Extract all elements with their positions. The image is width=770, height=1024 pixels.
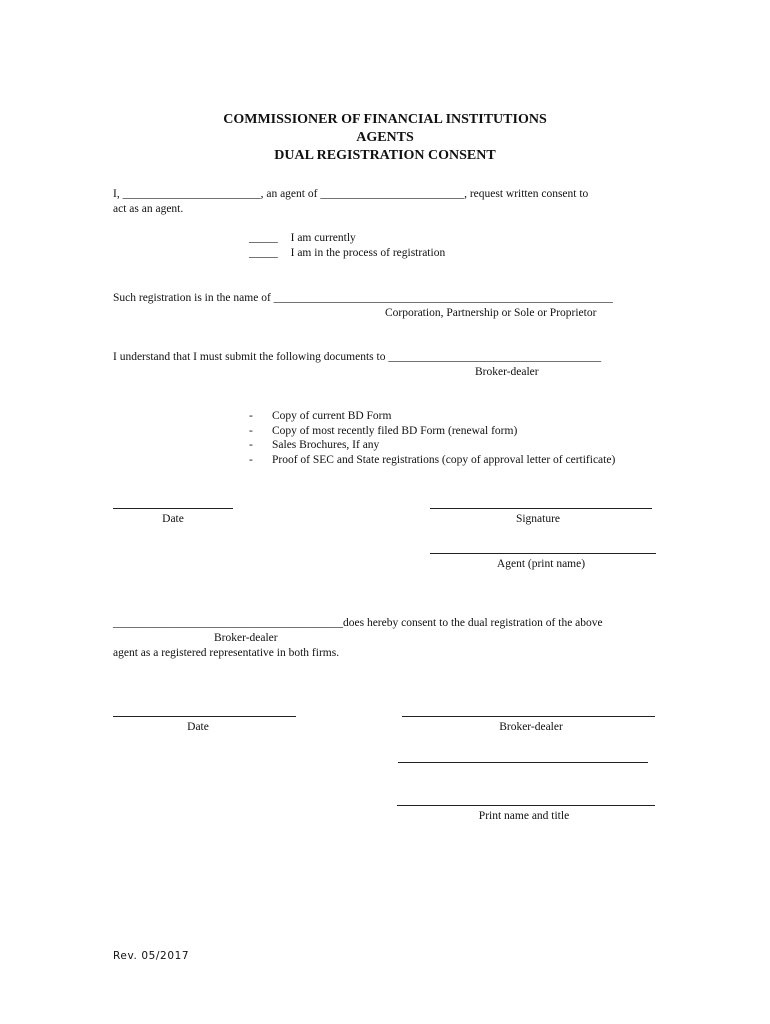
status-current-label: I am currently — [290, 232, 356, 244]
registration-name-line — [113, 291, 613, 306]
consent-broker-blank[interactable]: ________________________________________ — [113, 617, 343, 629]
agent-signature-line[interactable] — [430, 508, 652, 509]
document-item — [249, 409, 392, 424]
title-line-2: AGENTS — [356, 130, 414, 145]
documents-line — [113, 350, 601, 365]
consent-line-2: agent as a registered representative in both firms. — [113, 647, 340, 659]
status-option-in-process — [249, 246, 445, 261]
broker-print-name-label: Print name and title — [478, 810, 570, 822]
firm-name-blank[interactable]: _________________________ — [320, 188, 465, 200]
document-item — [249, 438, 380, 453]
request-line-2: act as an agent. — [113, 203, 184, 215]
document-item-text: Proof of SEC and State registrations (copy of approval letter of certificate) — [272, 454, 616, 466]
agent-date-label: Date — [162, 513, 184, 525]
documents-broker-blank[interactable]: _____________________________________ — [388, 351, 602, 363]
bullet-dash: - — [249, 425, 253, 437]
title-line-3: DUAL REGISTRATION CONSENT — [274, 148, 496, 163]
consent-caption: Broker-dealer — [214, 632, 278, 644]
consent-text: does hereby consent to the dual registration of the above — [343, 617, 603, 629]
registration-name-prefix: Such registration is in the name of — [113, 292, 271, 304]
status-option-current — [249, 231, 356, 246]
documents-prefix: I understand that I must submit the following documents to — [113, 351, 386, 363]
status-in-process-blank[interactable]: _____ — [249, 247, 278, 259]
document-item — [249, 453, 616, 468]
agent-print-name-label: Agent (print name) — [496, 558, 586, 570]
request-prefix: I, — [113, 188, 120, 200]
broker-date-label: Date — [187, 721, 209, 733]
broker-signature-line[interactable] — [398, 762, 648, 763]
broker-dealer-label: Broker-dealer — [499, 721, 563, 733]
agent-print-name-line[interactable] — [430, 553, 656, 554]
document-item — [249, 424, 518, 439]
bullet-dash: - — [249, 439, 253, 451]
request-suffix: , request written consent to — [464, 188, 589, 200]
document-item-text: Copy of current BD Form — [272, 410, 392, 422]
broker-print-name-line[interactable] — [397, 805, 655, 806]
documents-caption: Broker-dealer — [475, 366, 539, 378]
request-line-1 — [113, 187, 588, 202]
status-in-process-label: I am in the process of registration — [290, 247, 446, 259]
broker-dealer-line[interactable] — [402, 716, 655, 717]
bullet-dash: - — [249, 410, 253, 422]
broker-date-line[interactable] — [113, 716, 296, 717]
document-item-text: Copy of most recently filed BD Form (renewal form) — [272, 425, 518, 437]
bullet-dash: - — [249, 454, 253, 466]
agent-date-line[interactable] — [113, 508, 233, 509]
status-current-blank[interactable]: _____ — [249, 232, 278, 244]
title-line-1: COMMISSIONER OF FINANCIAL INSTITUTIONS — [223, 112, 547, 127]
registration-name-caption: Corporation, Partnership or Sole or Proprietor — [385, 307, 597, 319]
revision-note: Rev. 05/2017 — [113, 950, 190, 962]
registration-name-blank[interactable]: ___________________________________________________________ — [273, 292, 613, 304]
document-item-text: Sales Brochures, If any — [272, 439, 380, 451]
agent-signature-label: Signature — [515, 513, 561, 525]
consent-line — [113, 616, 603, 631]
agent-name-blank[interactable]: ________________________ — [122, 188, 261, 200]
agent-of-text: , an agent of — [260, 188, 318, 200]
